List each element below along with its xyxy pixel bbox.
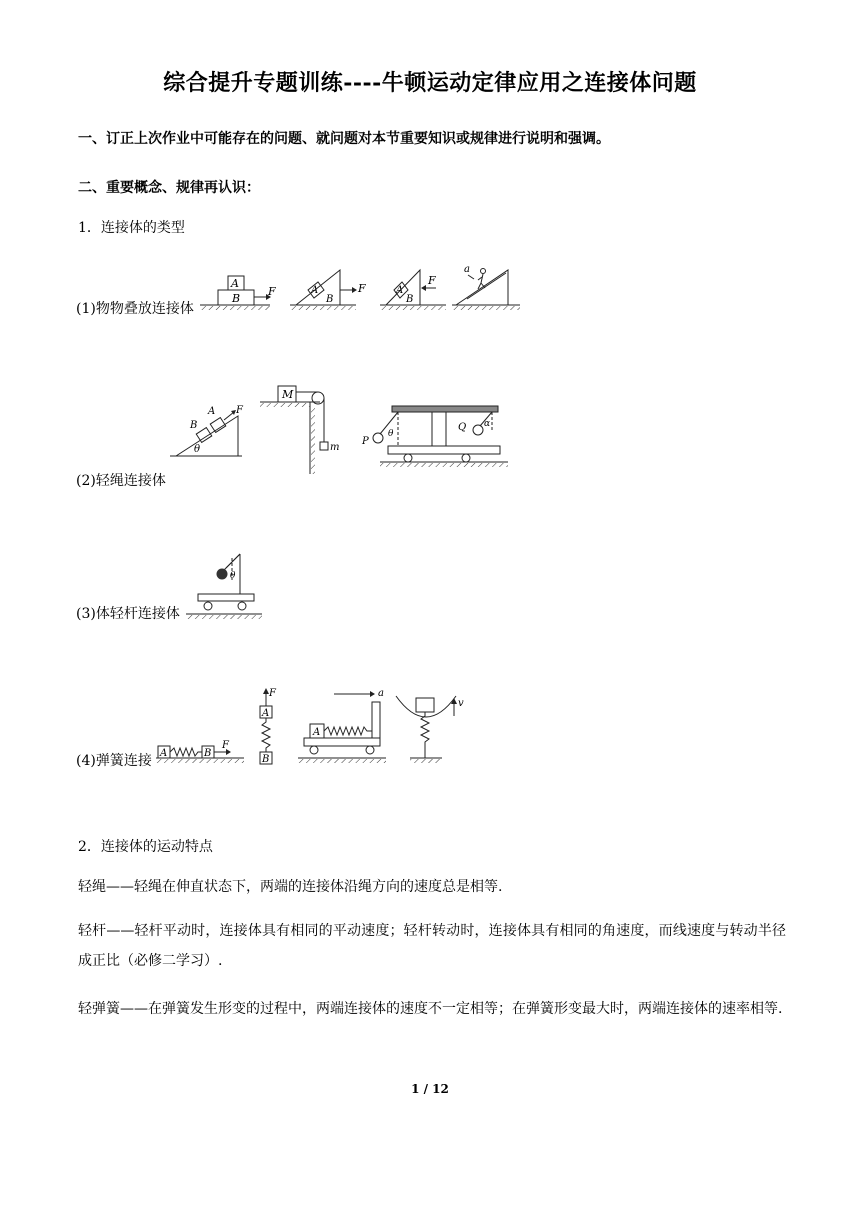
svg-text:F: F bbox=[268, 285, 276, 298]
svg-text:A: A bbox=[208, 406, 216, 417]
svg-text:A: A bbox=[262, 708, 270, 719]
svg-text:A: A bbox=[396, 285, 404, 296]
paragraph-rod: 轻杆——轻杆平动时，连接体具有相同的平动速度；轻杆转动时，连接体具有相同的角速度，而线速度与转动半径成正比（必修二学习）. bbox=[78, 923, 786, 969]
svg-text:B: B bbox=[406, 294, 414, 305]
fig-rope-pulley bbox=[260, 386, 339, 474]
rope-figure bbox=[170, 378, 510, 474]
svg-text:F: F bbox=[269, 688, 276, 699]
svg-text:θ: θ bbox=[230, 571, 236, 581]
fig-spring-cart bbox=[298, 688, 386, 763]
svg-text:F: F bbox=[428, 274, 436, 287]
svg-text:A: A bbox=[313, 727, 321, 738]
fig-stacked-ab bbox=[200, 276, 276, 310]
svg-text:θ: θ bbox=[194, 444, 201, 455]
svg-text:a: a bbox=[378, 688, 384, 699]
fig-rope-cart-pendulums bbox=[361, 406, 508, 467]
svg-text:M: M bbox=[282, 388, 294, 401]
svg-text:A: A bbox=[231, 277, 239, 290]
svg-text:B: B bbox=[326, 294, 334, 305]
svg-text:F: F bbox=[222, 740, 229, 751]
paragraph-spring: 轻弹簧——在弹簧发生形变的过程中，两端连接体的速度不一定相等；在弹簧形变最大时，两端连接体的速率相等. bbox=[78, 1001, 783, 1017]
fig-wedge-push-left bbox=[380, 270, 446, 310]
item-2-heading: 2．连接体的运动特点 bbox=[78, 839, 213, 855]
svg-text:P: P bbox=[362, 436, 369, 447]
svg-text:B: B bbox=[204, 748, 212, 759]
fig-spring-vertical bbox=[260, 688, 277, 765]
svg-text:θ: θ bbox=[388, 429, 394, 439]
svg-text:B: B bbox=[190, 420, 198, 431]
type-1-label: (1)物物叠放连接体 bbox=[76, 301, 194, 317]
svg-text:F: F bbox=[236, 405, 243, 416]
section-2-heading: 二、重要概念、规律再认识： bbox=[78, 180, 260, 196]
item-1-heading: 1．连接体的类型 bbox=[78, 220, 185, 236]
svg-text:m: m bbox=[330, 442, 340, 453]
section-1-heading: 一、订正上次作业中可能存在的问题、就问题对本节重要知识或规律进行说明和强调。 bbox=[78, 131, 610, 147]
svg-text:F: F bbox=[358, 282, 366, 295]
fig-spring-bowl bbox=[396, 696, 464, 763]
svg-text:A: A bbox=[160, 748, 168, 759]
svg-text:B: B bbox=[232, 292, 241, 305]
type-3-label: (3)体轻杆连接体 bbox=[76, 606, 180, 622]
svg-text:A: A bbox=[311, 285, 319, 296]
type-2-label: (2)轻绳连接体 bbox=[76, 473, 166, 489]
fig-wedge-pull-right bbox=[290, 270, 366, 310]
spring-figure bbox=[156, 686, 476, 770]
rod-cart-figure bbox=[186, 550, 266, 620]
svg-text:α: α bbox=[484, 419, 491, 429]
page-title: 综合提升专题训练----牛顿运动定律应用之连接体问题 bbox=[163, 70, 697, 96]
svg-text:Q: Q bbox=[458, 422, 467, 433]
fig-person-incline bbox=[452, 264, 520, 310]
fig-rope-incline bbox=[170, 405, 244, 456]
page-number: 1 / 12 bbox=[411, 1082, 449, 1096]
type-4-label: (4)弹簧连接 bbox=[76, 753, 152, 769]
svg-text:a: a bbox=[464, 264, 470, 275]
paragraph-rope: 轻绳——轻绳在伸直状态下，两端的连接体沿绳方向的速度总是相等. bbox=[78, 879, 503, 895]
svg-text:v: v bbox=[458, 698, 464, 709]
stacked-blocks-figure bbox=[200, 262, 530, 312]
fig-spring-horizontal bbox=[156, 740, 244, 763]
svg-text:B: B bbox=[262, 754, 270, 765]
